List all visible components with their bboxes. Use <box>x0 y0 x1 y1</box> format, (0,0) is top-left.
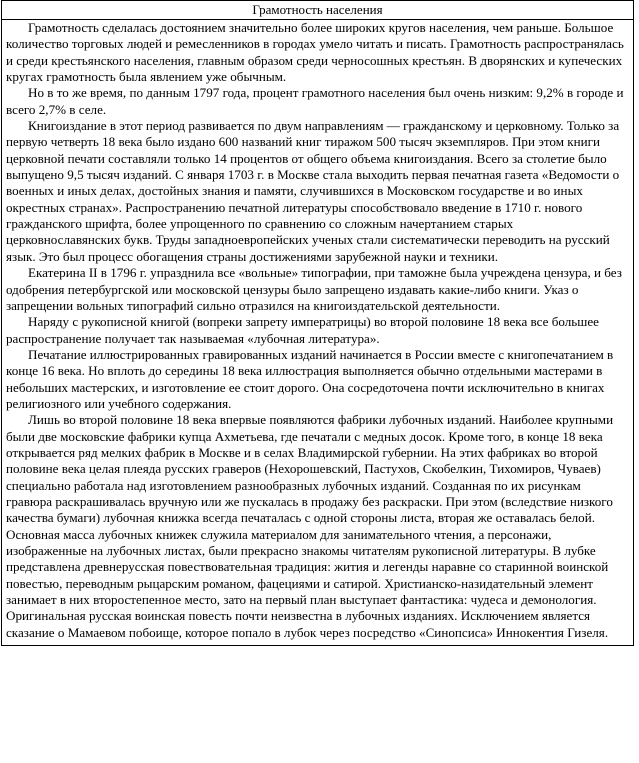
paragraph-illustrated-editions: Печатание иллюстрированных гравированных изданий начинается в России вместе с книгопечатанием в конце 16 века. Но вплоть до середины 18 века иллюстрация выполняется обычно отдельными мастерами в небольших мастерских, и изготовление ее стоит дорого. Она сосредоточена почти исключительно в книгах религиозного или учебного содержания. <box>6 346 614 411</box>
table-header: Грамотность населения <box>2 1 633 20</box>
paragraph-lubok-factories: Лишь во второй половине 18 века впервые появляются фабрики лубочных изданий. Наиболее крупными были две московские фабрики купца Ахметьева, где печатали с медных досок. Кроме того, в конце 18 века открывается ряд мелких фабрик в Москве и в селах Владимирской губернии. На этих фабриках во второй половине века целая плеяда русских граверов (Нехорошевский, Пастухов, Скобелкин, Тихомиров, Чуваев) специально работала над изготовлением разнообразных лубочных изданий. Созданная по их рисункам гравюра раскрашивалась вручную или же пускалась в продажу без раскраски. При этом (вследствие низкого качества бумаги) лубочная книжка всегда печаталась с одной стороны листа, вторая же оставалась белой. Основная масса лубочных книжек служила материалом для занимательного чтения, а персонажи, изображенные на лубочных листах, были прекрасно знакомы читателям рукописной литературы. В лубке представлена древнерусская повествовательная традиция: жития и легенды наравне со старинной воинской повестью, переводным рыцарским романом, фацециями и сатирой. Христианско-назидательный элемент занимает в них второстепенное место, зато на первый план выступает фантастика: чудеса и демонология. Оригинальная русская воинская повесть почти неизвестна в лубочных изданиях. Исключением является сказание о Мамаевом побоище, которое попало в лубок через посредство «Синопсиса» Иннокентия Гизеля. <box>6 412 614 640</box>
paragraph-censorship: Екатерина II в 1796 г. упразднила все «вольные» типографии, при таможне была учреждена цензура, и без одобрения петербургской или московской цензуры было запрещено издавать какие-либо книги. Указ о запрещении вольных типографий сильно отразился на книгоиздательской деятельности. <box>6 265 622 313</box>
paragraph-literacy-statistics: Но в то же время, по данным 1797 года, процент грамотного населения был очень низким: 9,2% в городе и всего 2,7% в селе. <box>6 85 624 117</box>
document-table <box>1 0 634 646</box>
paragraph-book-publishing: Книгоиздание в этот период развивается по двум направлениям — гражданскому и церковному. Только за первую четверть 18 века было издано 600 названий книг тиражом 500 тысяч экземпляров. При этом книги церковной печати составляли только 14 процентов от общего объема книгоиздания. Всего за столетие было выпущено 9,5 тысяч изданий. С января 1703 г. в Москве стала выходить первая печатная газета «Ведомости о военных и иных делах, достойных знания и памяти, случившихся в Московском государстве и во иных окрестных странах». Распространению печатной литературы способствовало введение в 1710 г. нового гражданского шрифта, более упрощенного по сравнению со сложным начертанием старых церковнославянских букв. Труды западноевропейских ученых стали систематически переводить на русский язык. Это был процесс обогащения страны достижениями зарубежной науки и техники. <box>6 118 620 264</box>
table-body <box>2 20 633 645</box>
paragraph-lubok-literature: Наряду с рукописной книгой (вопреки запрету императрицы) во второй половине 18 века все большее распространение получает так называемая «лубочная литература». <box>6 314 599 346</box>
paragraph-literacy-spread: Грамотность сделалась достоянием значительно более широких кругов населения, чем раньше. Большое количество торговых людей и ремесленников в городах умело читать и писать. Грамотность распространялась и среди крестьянского населения, главным образом среди черносошных крестьян. В дворянских и купеческих кругах грамотность была явлением уже обычным. <box>6 20 624 85</box>
